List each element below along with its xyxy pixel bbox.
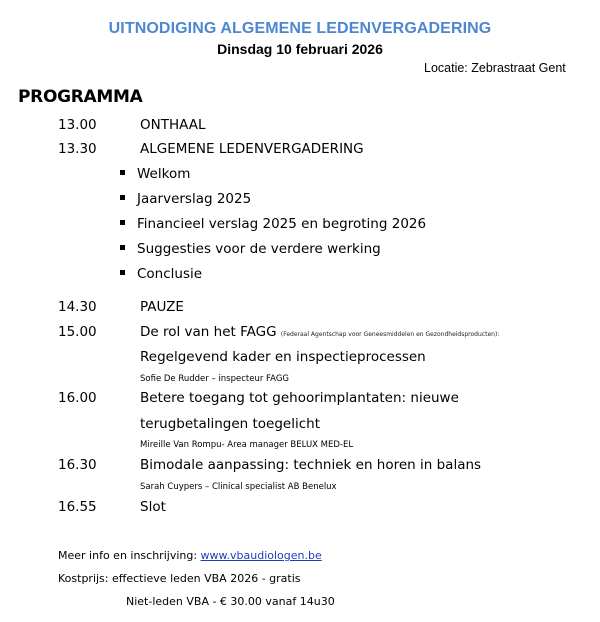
- agenda-bullet-item: Welkom: [120, 166, 190, 182]
- program-time: 16.55: [58, 499, 97, 515]
- program-time: 13.30: [58, 141, 97, 157]
- program-speaker: Sofie De Rudder – inspecteur FAGG: [140, 374, 290, 384]
- program-item-title: ALGEMENE LEDENVERGADERING: [140, 141, 364, 157]
- agenda-bullet-item: Suggesties voor de verdere werking: [120, 241, 381, 257]
- bullet-icon: [120, 220, 125, 225]
- program-item-title: Bimodale aanpassing: techniek en horen in balans: [140, 457, 482, 473]
- meeting-date: Dinsdag 10 februari 2026: [217, 41, 383, 57]
- program-item-title: De rol van het FAGG (Federaal Agentschap voor Geneesmiddelen en Gezondheidsproducten):: [140, 324, 500, 340]
- program-time: 15.00: [58, 324, 97, 340]
- program-speaker: Sarah Cuypers – Clinical specialist AB Benelux: [140, 482, 337, 492]
- bullet-icon: [120, 195, 125, 200]
- bullet-icon: [120, 170, 125, 175]
- program-speaker: Mireille Van Rompu- Area manager BELUX MED-EL: [140, 440, 354, 450]
- program-time: 14.30: [58, 299, 97, 315]
- program-item-title: PAUZE: [140, 299, 184, 315]
- program-item-note: (Federaal Agentschap voor Geneesmiddelen en Gezondheidsproducten):: [280, 331, 500, 338]
- program-time: 16.30: [58, 457, 97, 473]
- program-item-title: ONTHAAL: [140, 117, 206, 133]
- bullet-icon: [120, 270, 125, 275]
- bullet-icon: [120, 245, 125, 250]
- program-time: 16.00: [58, 390, 97, 406]
- program-item-title: Betere toegang tot gehoorimplantaten: nieuwe: [140, 390, 459, 406]
- info-line: Meer info en inschrijving: www.vbaudiologen.be: [58, 549, 322, 562]
- price-non-members: Niet-leden VBA - € 30.00 vanaf 14u30: [126, 595, 335, 608]
- agenda-bullet-item: Jaarverslag 2025: [120, 191, 251, 207]
- program-item-title: Slot: [140, 499, 166, 515]
- program-item-title-continued: terugbetalingen toegelicht: [140, 416, 321, 432]
- meeting-location: Locatie: Zebrastraat Gent: [424, 61, 566, 75]
- program-item-title-continued: Regelgevend kader en inspectieprocessen: [140, 349, 426, 365]
- program-time: 13.00: [58, 117, 97, 133]
- website-link[interactable]: www.vbaudiologen.be: [200, 549, 322, 562]
- agenda-bullet-item: Financieel verslag 2025 en begroting 2026: [120, 216, 426, 232]
- agenda-bullet-item: Conclusie: [120, 266, 202, 282]
- price-members: Kostprijs: effectieve leden VBA 2026 - gratis: [58, 572, 301, 585]
- program-heading: PROGRAMMA: [18, 87, 143, 107]
- invitation-title: UITNODIGING ALGEMENE LEDENVERGADERING: [108, 20, 492, 37]
